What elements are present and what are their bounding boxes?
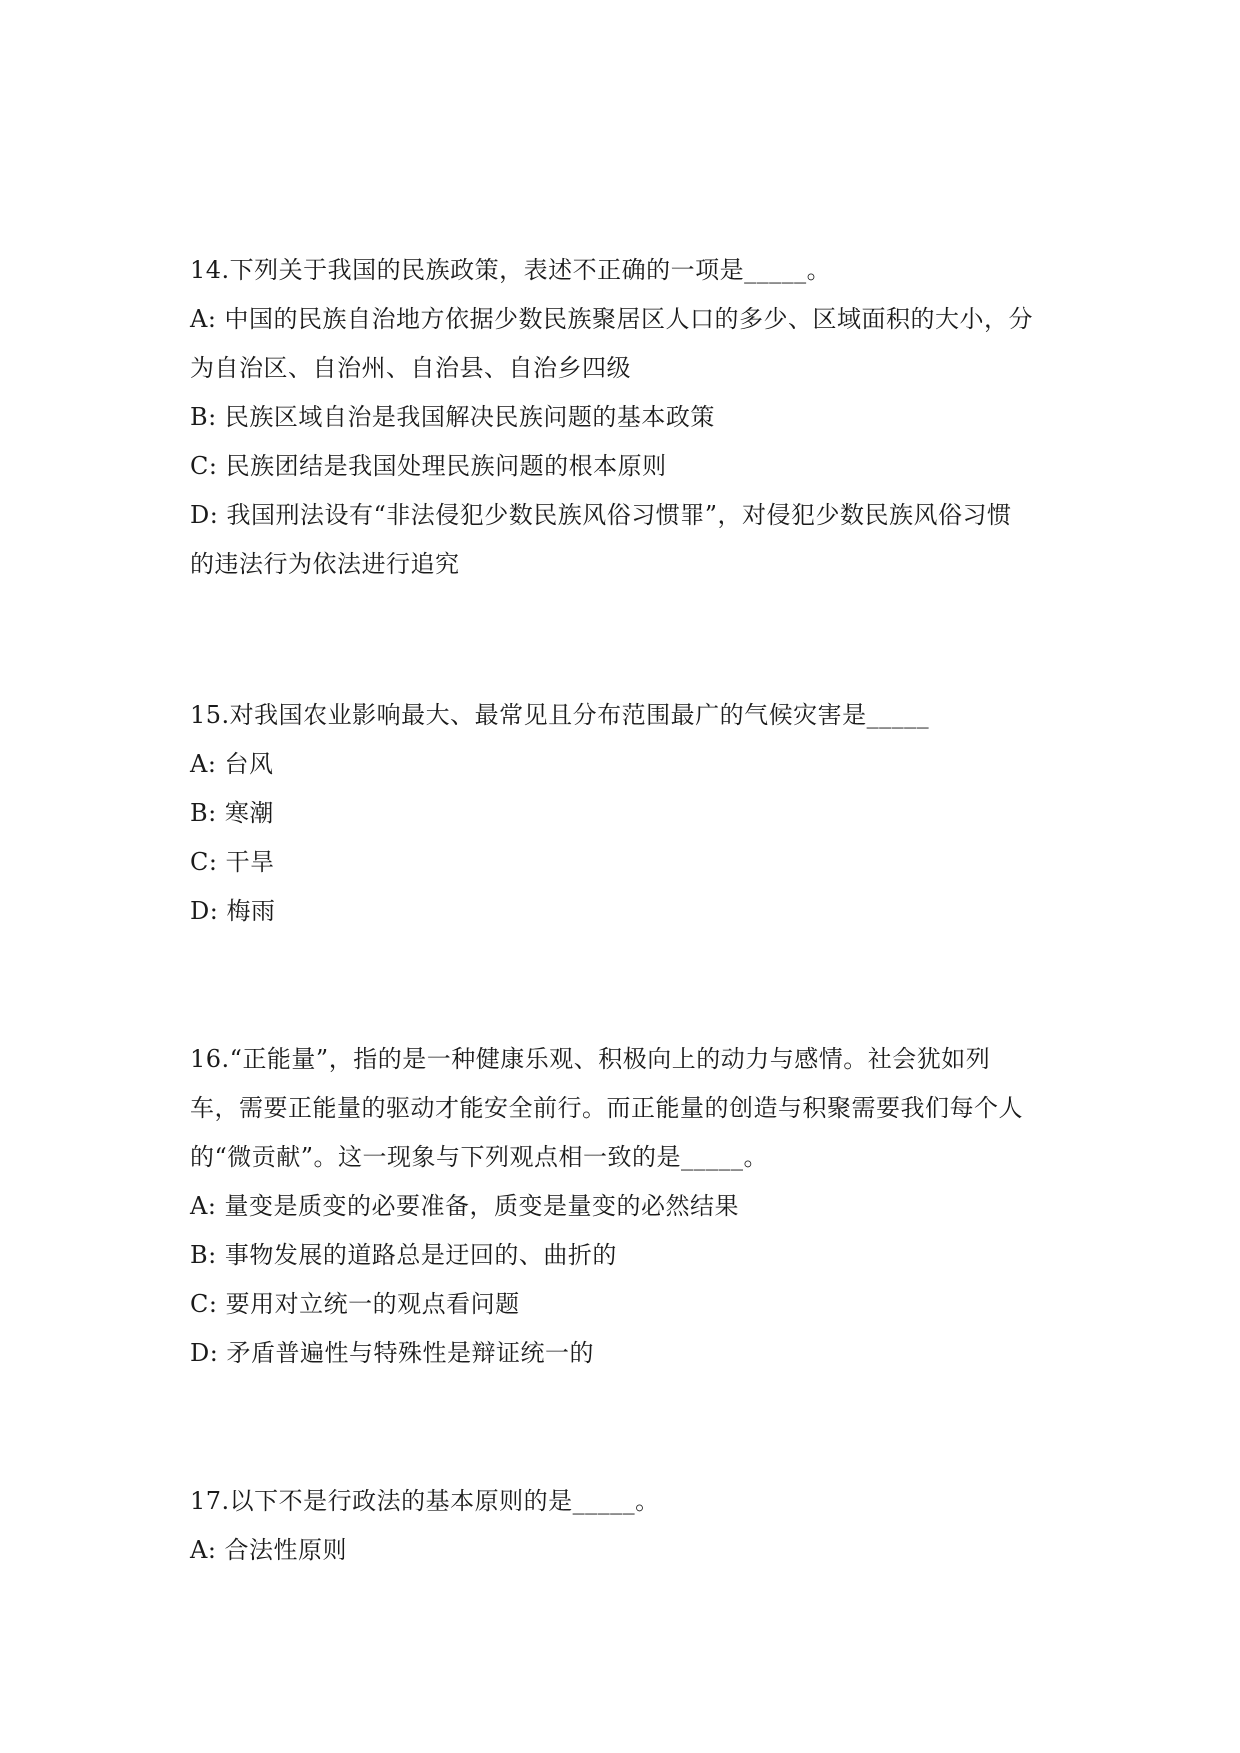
option-c: C: 要用对立统一的观点看问题 [190,1290,520,1318]
option-b: B: 民族区域自治是我国解决民族问题的基本政策 [190,403,715,431]
option-d: D: 我国刑法设有“非法侵犯少数民族风俗习惯罪”，对侵犯少数民族风俗习惯 [190,501,1012,529]
question-15 [190,691,1070,936]
option-b: B: 事物发展的道路总是迂回的、曲折的 [190,1241,617,1269]
option-a: A: 中国的民族自治地方依据少数民族聚居区人口的多少、区域面积的大小，分 [190,305,1034,333]
option-d: D: 梅雨 [190,897,276,925]
option-c: C: 民族团结是我国处理民族问题的根本原则 [190,452,667,480]
question-stem: 15.对我国农业影响最大、最常见且分布范围最广的气候灾害是_____ [190,701,930,729]
question-stem: 17.以下不是行政法的基本原则的是_____。 [190,1487,660,1515]
option-b: B: 寒潮 [190,799,274,827]
question-stem-continued: 的“微贡献”。这一现象与下列观点相一致的是_____。 [190,1143,769,1171]
option-a: A: 台风 [190,750,274,778]
question-16 [190,1035,1070,1378]
question-stem-continued: 车，需要正能量的驱动才能安全前行。而正能量的创造与积聚需要我们每个人 [190,1094,1023,1122]
question-stem: 14.下列关于我国的民族政策，表述不正确的一项是_____。 [190,256,832,284]
option-c: C: 干旱 [190,848,275,876]
option-d-continued: 的违法行为依法进行追究 [190,550,460,578]
option-a-continued: 为自治区、自治州、自治县、自治乡四级 [190,354,631,382]
question-17 [190,1477,1070,1575]
option-a: A: 合法性原则 [190,1536,348,1564]
option-a: A: 量变是质变的必要准备，质变是量变的必然结果 [190,1192,740,1220]
question-stem: 16.“正能量”，指的是一种健康乐观、积极向上的动力与感情。社会犹如列 [190,1045,991,1073]
option-d: D: 矛盾普遍性与特殊性是辩证统一的 [190,1339,594,1367]
question-14 [190,246,1070,589]
